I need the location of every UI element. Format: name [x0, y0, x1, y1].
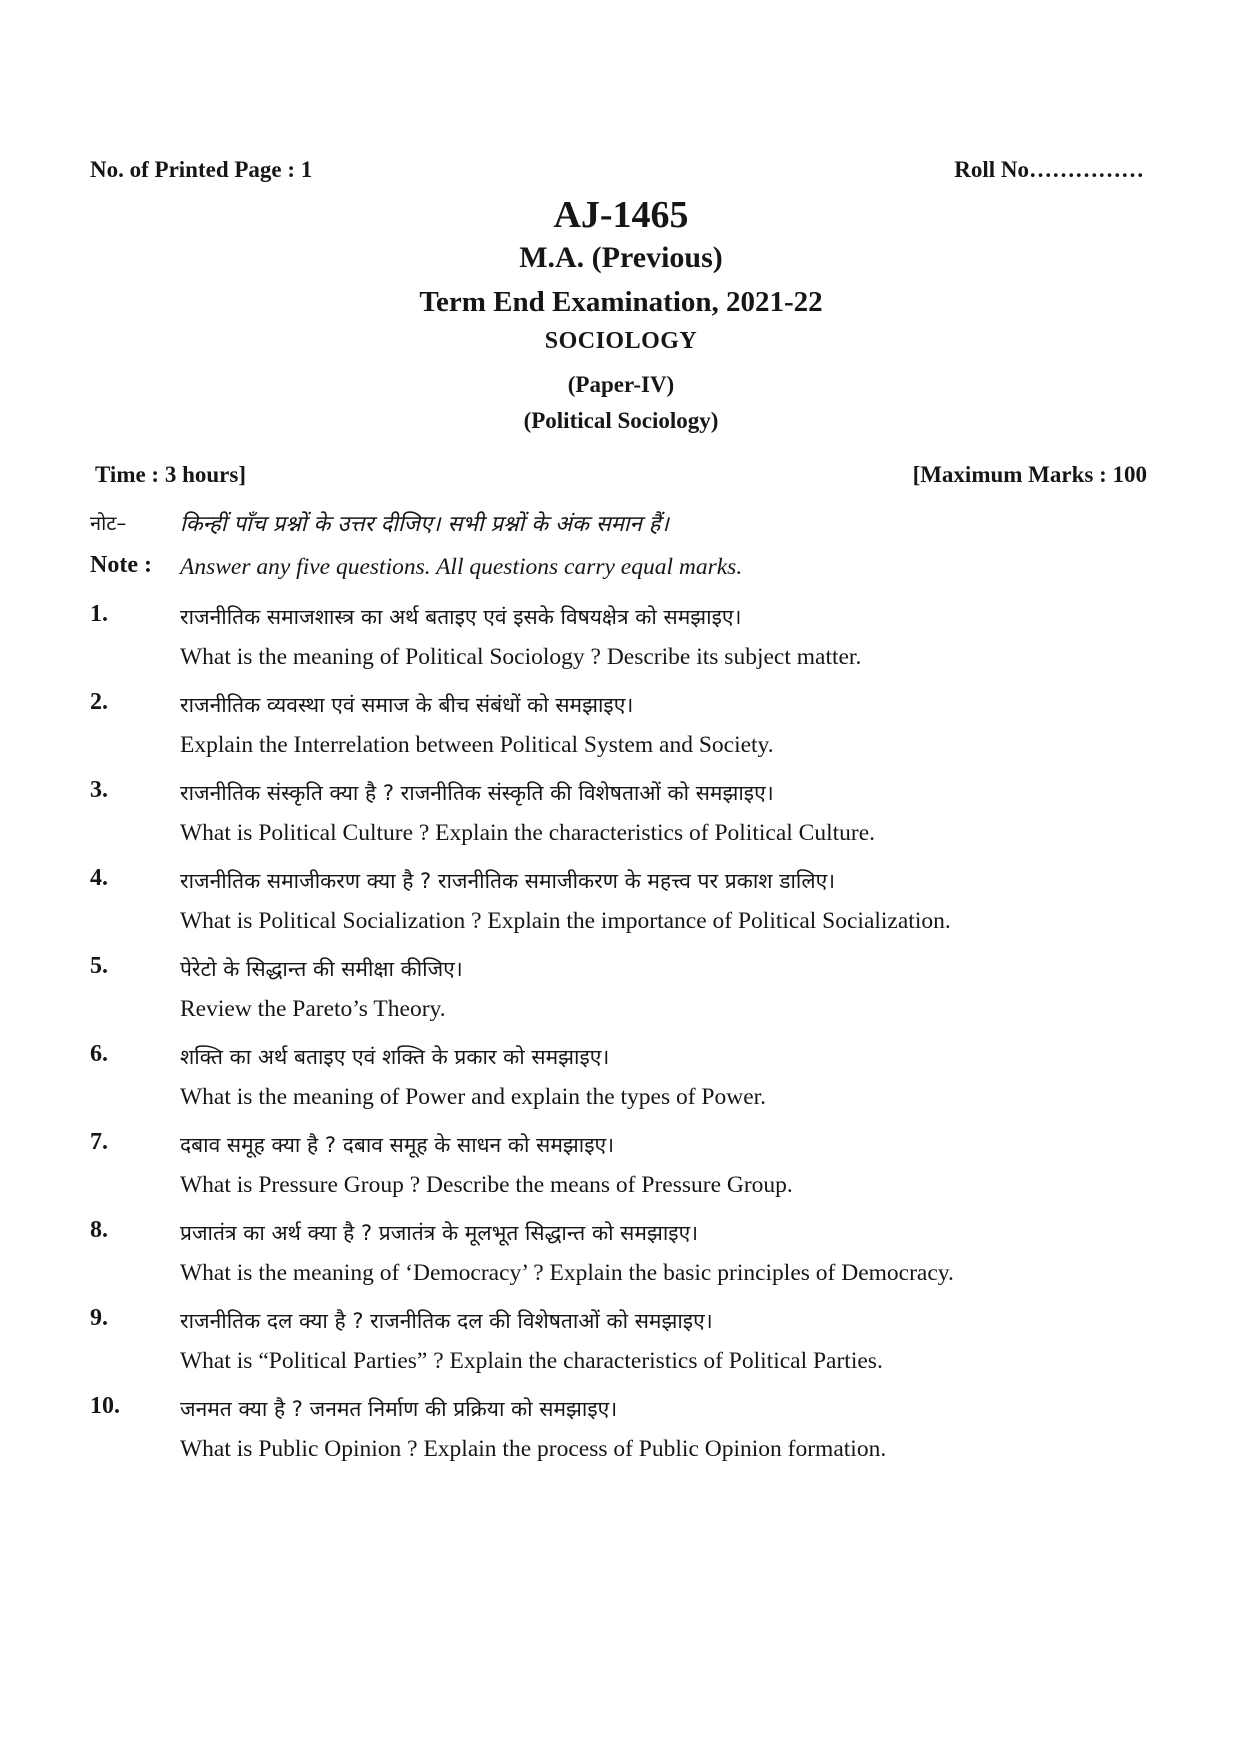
question-text-hindi: प्रजातंत्र का अर्थ क्या है ? प्रजातंत्र के मूलभूत सिद्धान्त को समझाइए।	[180, 1221, 699, 1245]
note-text-english: Answer any five questions. All questions carry equal marks.	[180, 554, 743, 580]
paper-number: (Paper-IV)	[567, 372, 675, 397]
time-allowed: Time : 3 hours]	[95, 462, 246, 487]
question-text-hindi: दबाव समूह क्या है ? दबाव समूह के साधन को समझाइए।	[180, 1133, 615, 1157]
question-number: 8.	[90, 1217, 108, 1243]
course-title: (Political Sociology)	[523, 408, 719, 433]
question-number: 7.	[90, 1129, 108, 1155]
question-text-english: What is the meaning of Political Sociology ? Describe its subject matter.	[180, 644, 862, 670]
maximum-marks: [Maximum Marks : 100	[912, 462, 1147, 487]
question-text-hindi: राजनीतिक समाजीकरण क्या है ? राजनीतिक समाजीकरण के महत्त्व पर प्रकाश डालिए।	[180, 869, 836, 893]
degree-title: M.A. (Previous)	[519, 241, 723, 274]
question-text-english: What is Political Socialization ? Explain the importance of Political Socialization.	[180, 908, 951, 934]
paper-code: AJ-1465	[553, 194, 689, 236]
question-text-english: What is Pressure Group ? Describe the means of Pressure Group.	[180, 1172, 793, 1198]
exam-title: Term End Examination, 2021-22	[419, 286, 823, 318]
subject-title: SOCIOLOGY	[544, 328, 698, 354]
question-number: 9.	[90, 1305, 108, 1331]
question-number: 4.	[90, 865, 108, 891]
question-text-english: What is the meaning of ‘Democracy’ ? Explain the basic principles of Democracy.	[180, 1260, 954, 1286]
note-label-english: Note :	[90, 552, 152, 578]
note-label-hindi: नोट–	[90, 511, 127, 535]
question-text-hindi: पेरेटो के सिद्धान्त की समीक्षा कीजिए।	[180, 957, 463, 981]
question-number: 2.	[90, 689, 108, 715]
question-text-hindi: जनमत क्या है ? जनमत निर्माण की प्रक्रिया को समझाइए।	[180, 1397, 618, 1421]
question-number: 5.	[90, 953, 108, 979]
printed-pages: No. of Printed Page : 1	[90, 157, 313, 182]
question-text-english: What is Public Opinion ? Explain the process of Public Opinion formation.	[180, 1436, 887, 1462]
question-number: 6.	[90, 1041, 108, 1067]
question-text-english: What is “Political Parties” ? Explain the characteristics of Political Parties.	[180, 1348, 883, 1374]
note-text-hindi: किन्हीं पाँच प्रश्नों के उत्तर दीजिए। सभी प्रश्नों के अंक समान हैं।	[180, 512, 669, 537]
question-text-hindi: राजनीतिक व्यवस्था एवं समाज के बीच संबंधों को समझाइए।	[180, 693, 634, 717]
question-number: 10.	[90, 1393, 120, 1419]
question-text-hindi: राजनीतिक समाजशास्त्र का अर्थ बताइए एवं इसके विषयक्षेत्र को समझाइए।	[180, 605, 742, 629]
question-text-hindi: राजनीतिक संस्कृति क्या है ? राजनीतिक संस्कृति की विशेषताओं को समझाइए।	[180, 781, 774, 805]
question-text-english: What is the meaning of Power and explain the types of Power.	[180, 1084, 767, 1110]
question-number: 3.	[90, 777, 108, 803]
question-text-english: Review the Pareto’s Theory.	[180, 996, 446, 1022]
roll-number: Roll No……………	[954, 157, 1144, 182]
question-text-hindi: राजनीतिक दल क्या है ? राजनीतिक दल की विशेषताओं को समझाइए।	[180, 1309, 713, 1333]
question-text-english: What is Political Culture ? Explain the characteristics of Political Culture.	[180, 820, 876, 846]
question-number: 1.	[90, 601, 108, 627]
question-text-english: Explain the Interrelation between Political System and Society.	[180, 732, 774, 758]
question-text-hindi: शक्ति का अर्थ बताइए एवं शक्ति के प्रकार को समझाइए।	[180, 1045, 610, 1069]
